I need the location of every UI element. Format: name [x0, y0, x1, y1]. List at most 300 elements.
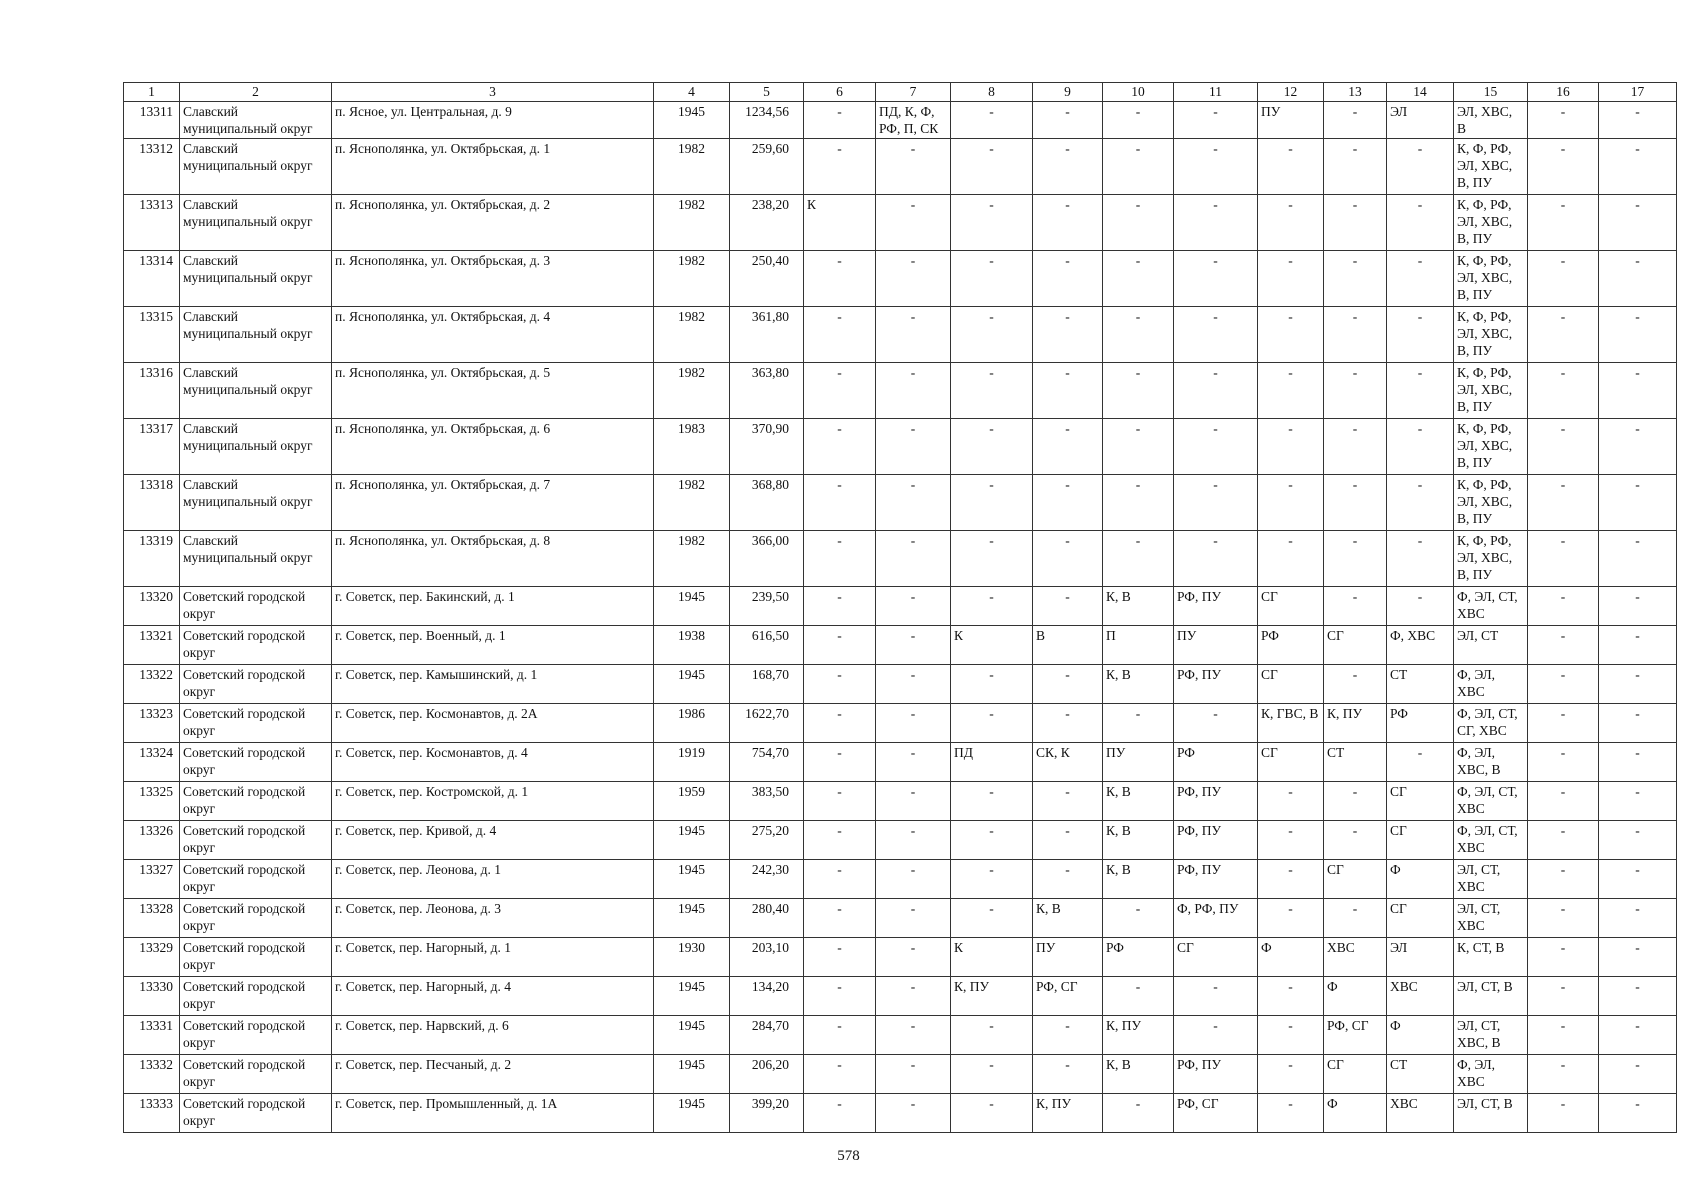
- col7-cell: -: [876, 195, 951, 251]
- row-number-cell: 13312: [124, 139, 180, 195]
- year-cell: 1982: [654, 531, 730, 587]
- year-cell: 1945: [654, 899, 730, 938]
- table-body: [124, 102, 1677, 1133]
- col16-cell: -: [1528, 587, 1599, 626]
- column-header-3: 3: [332, 83, 654, 102]
- col12-cell: -: [1258, 1016, 1324, 1055]
- col16-cell: -: [1528, 626, 1599, 665]
- col6-cell: -: [804, 251, 876, 307]
- municipality-cell: Советский городской округ: [180, 743, 332, 782]
- area-cell: 259,60: [730, 139, 804, 195]
- year-cell: 1945: [654, 665, 730, 704]
- col7-cell: -: [876, 704, 951, 743]
- col15-cell: ЭЛ, СТ, В: [1454, 1094, 1528, 1133]
- address-cell: г. Советск, пер. Военный, д. 1: [332, 626, 654, 665]
- address-cell: г. Советск, пер. Песчаный, д. 2: [332, 1055, 654, 1094]
- municipality-cell: Славский муниципальный округ: [180, 307, 332, 363]
- column-header-17: 17: [1599, 83, 1677, 102]
- col11-cell: СГ: [1174, 938, 1258, 977]
- year-cell: 1982: [654, 363, 730, 419]
- col15-cell: Ф, ЭЛ, ХВС: [1454, 665, 1528, 704]
- col17-cell: -: [1599, 102, 1677, 139]
- col10-cell: -: [1103, 1094, 1174, 1133]
- table-row: [124, 821, 1677, 860]
- col12-cell: -: [1258, 307, 1324, 363]
- col12-cell: -: [1258, 860, 1324, 899]
- col9-cell: В: [1033, 626, 1103, 665]
- col16-cell: -: [1528, 1094, 1599, 1133]
- col7-cell: -: [876, 531, 951, 587]
- col14-cell: СТ: [1387, 1055, 1454, 1094]
- area-cell: 363,80: [730, 363, 804, 419]
- col17-cell: -: [1599, 1094, 1677, 1133]
- col10-cell: К, В: [1103, 821, 1174, 860]
- col7-cell: ПД, К, Ф, РФ, П, СК: [876, 102, 951, 139]
- col7-cell: -: [876, 251, 951, 307]
- address-cell: п. Яснополянка, ул. Октябрьская, д. 4: [332, 307, 654, 363]
- area-cell: 168,70: [730, 665, 804, 704]
- year-cell: 1945: [654, 587, 730, 626]
- col14-cell: РФ: [1387, 704, 1454, 743]
- col14-cell: Ф: [1387, 860, 1454, 899]
- col17-cell: -: [1599, 1055, 1677, 1094]
- address-cell: г. Советск, пер. Леонова, д. 1: [332, 860, 654, 899]
- col15-cell: К, Ф, РФ, ЭЛ, ХВС, В, ПУ: [1454, 475, 1528, 531]
- col9-cell: -: [1033, 1016, 1103, 1055]
- year-cell: 1945: [654, 977, 730, 1016]
- col16-cell: -: [1528, 977, 1599, 1016]
- col9-cell: -: [1033, 531, 1103, 587]
- col6-cell: -: [804, 899, 876, 938]
- table-row: [124, 743, 1677, 782]
- page-number: 578: [837, 1148, 860, 1164]
- col12-cell: -: [1258, 782, 1324, 821]
- address-cell: г. Советск, пер. Нагорный, д. 4: [332, 977, 654, 1016]
- col14-cell: -: [1387, 475, 1454, 531]
- area-cell: 754,70: [730, 743, 804, 782]
- address-cell: п. Яснополянка, ул. Октябрьская, д. 8: [332, 531, 654, 587]
- row-number-cell: 13315: [124, 307, 180, 363]
- year-cell: 1982: [654, 139, 730, 195]
- area-cell: 206,20: [730, 1055, 804, 1094]
- col15-cell: ЭЛ, СТ, В: [1454, 977, 1528, 1016]
- row-number-cell: 13311: [124, 102, 180, 139]
- col9-cell: -: [1033, 307, 1103, 363]
- table-row: [124, 860, 1677, 899]
- col17-cell: -: [1599, 899, 1677, 938]
- table-row: [124, 475, 1677, 531]
- column-header-10: 10: [1103, 83, 1174, 102]
- column-header-2: 2: [180, 83, 332, 102]
- col6-cell: -: [804, 704, 876, 743]
- row-number-cell: 13331: [124, 1016, 180, 1055]
- col11-cell: Ф, РФ, ПУ: [1174, 899, 1258, 938]
- row-number-cell: 13333: [124, 1094, 180, 1133]
- column-header-9: 9: [1033, 83, 1103, 102]
- area-cell: 1234,56: [730, 102, 804, 139]
- col8-cell: -: [951, 363, 1033, 419]
- col12-cell: СГ: [1258, 587, 1324, 626]
- area-cell: 399,20: [730, 1094, 804, 1133]
- municipality-cell: Советский городской округ: [180, 977, 332, 1016]
- col8-cell: -: [951, 531, 1033, 587]
- col14-cell: -: [1387, 307, 1454, 363]
- col11-cell: РФ, СГ: [1174, 1094, 1258, 1133]
- col8-cell: -: [951, 704, 1033, 743]
- col10-cell: -: [1103, 704, 1174, 743]
- col15-cell: К, Ф, РФ, ЭЛ, ХВС, В, ПУ: [1454, 419, 1528, 475]
- table-row: [124, 307, 1677, 363]
- col8-cell: К, ПУ: [951, 977, 1033, 1016]
- col12-cell: -: [1258, 251, 1324, 307]
- table-row: [124, 1094, 1677, 1133]
- col14-cell: СГ: [1387, 821, 1454, 860]
- municipality-cell: Славский муниципальный округ: [180, 139, 332, 195]
- col12-cell: -: [1258, 1055, 1324, 1094]
- col9-cell: -: [1033, 419, 1103, 475]
- area-cell: 1622,70: [730, 704, 804, 743]
- col11-cell: РФ, ПУ: [1174, 860, 1258, 899]
- col9-cell: -: [1033, 821, 1103, 860]
- address-cell: п. Яснополянка, ул. Октябрьская, д. 2: [332, 195, 654, 251]
- col12-cell: Ф: [1258, 938, 1324, 977]
- col6-cell: -: [804, 743, 876, 782]
- col10-cell: -: [1103, 977, 1174, 1016]
- col9-cell: К, ПУ: [1033, 1094, 1103, 1133]
- col6-cell: -: [804, 860, 876, 899]
- col13-cell: -: [1324, 587, 1387, 626]
- address-cell: г. Советск, пер. Нагорный, д. 1: [332, 938, 654, 977]
- col7-cell: -: [876, 782, 951, 821]
- address-cell: п. Ясное, ул. Центральная, д. 9: [332, 102, 654, 139]
- table-row: [124, 704, 1677, 743]
- col7-cell: -: [876, 587, 951, 626]
- municipality-cell: Славский муниципальный округ: [180, 531, 332, 587]
- table-row: [124, 139, 1677, 195]
- municipality-cell: Советский городской округ: [180, 665, 332, 704]
- column-header-14: 14: [1387, 83, 1454, 102]
- year-cell: 1945: [654, 1055, 730, 1094]
- row-number-cell: 13313: [124, 195, 180, 251]
- col6-cell: -: [804, 626, 876, 665]
- col13-cell: -: [1324, 531, 1387, 587]
- col11-cell: -: [1174, 102, 1258, 139]
- municipality-cell: Советский городской округ: [180, 587, 332, 626]
- col17-cell: -: [1599, 363, 1677, 419]
- col17-cell: -: [1599, 977, 1677, 1016]
- col11-cell: ПУ: [1174, 626, 1258, 665]
- col12-cell: -: [1258, 475, 1324, 531]
- col15-cell: Ф, ЭЛ, СТ, СГ, ХВС: [1454, 704, 1528, 743]
- col15-cell: К, Ф, РФ, ЭЛ, ХВС, В, ПУ: [1454, 531, 1528, 587]
- col17-cell: -: [1599, 665, 1677, 704]
- col12-cell: -: [1258, 139, 1324, 195]
- col8-cell: К: [951, 938, 1033, 977]
- col6-cell: -: [804, 419, 876, 475]
- col7-cell: -: [876, 626, 951, 665]
- col9-cell: -: [1033, 251, 1103, 307]
- col11-cell: РФ, ПУ: [1174, 587, 1258, 626]
- col7-cell: -: [876, 419, 951, 475]
- col12-cell: -: [1258, 531, 1324, 587]
- year-cell: 1986: [654, 704, 730, 743]
- col13-cell: -: [1324, 665, 1387, 704]
- col10-cell: К, В: [1103, 782, 1174, 821]
- area-cell: 366,00: [730, 531, 804, 587]
- row-number-cell: 13316: [124, 363, 180, 419]
- col8-cell: -: [951, 587, 1033, 626]
- col8-cell: -: [951, 899, 1033, 938]
- col14-cell: ХВС: [1387, 1094, 1454, 1133]
- col12-cell: -: [1258, 977, 1324, 1016]
- col15-cell: ЭЛ, СТ, ХВС: [1454, 860, 1528, 899]
- col17-cell: -: [1599, 195, 1677, 251]
- col13-cell: СТ: [1324, 743, 1387, 782]
- col15-cell: К, Ф, РФ, ЭЛ, ХВС, В, ПУ: [1454, 363, 1528, 419]
- col16-cell: -: [1528, 1016, 1599, 1055]
- col15-cell: ЭЛ, СТ, ХВС, В: [1454, 1016, 1528, 1055]
- col9-cell: К, В: [1033, 899, 1103, 938]
- area-cell: 242,30: [730, 860, 804, 899]
- col16-cell: -: [1528, 139, 1599, 195]
- col16-cell: -: [1528, 743, 1599, 782]
- col12-cell: СГ: [1258, 743, 1324, 782]
- table-row: [124, 102, 1677, 139]
- col11-cell: РФ: [1174, 743, 1258, 782]
- row-number-cell: 13325: [124, 782, 180, 821]
- row-number-cell: 13321: [124, 626, 180, 665]
- col13-cell: -: [1324, 899, 1387, 938]
- area-cell: 275,20: [730, 821, 804, 860]
- municipality-cell: Славский муниципальный округ: [180, 102, 332, 139]
- col17-cell: -: [1599, 860, 1677, 899]
- column-header-6: 6: [804, 83, 876, 102]
- col7-cell: -: [876, 1094, 951, 1133]
- table-row: [124, 1055, 1677, 1094]
- table-row: [124, 665, 1677, 704]
- address-cell: п. Яснополянка, ул. Октябрьская, д. 7: [332, 475, 654, 531]
- col15-cell: К, СТ, В: [1454, 938, 1528, 977]
- col12-cell: ПУ: [1258, 102, 1324, 139]
- col13-cell: СГ: [1324, 626, 1387, 665]
- row-number-cell: 13324: [124, 743, 180, 782]
- col11-cell: -: [1174, 1016, 1258, 1055]
- col13-cell: -: [1324, 195, 1387, 251]
- table-row: [124, 251, 1677, 307]
- col11-cell: -: [1174, 251, 1258, 307]
- col9-cell: -: [1033, 782, 1103, 821]
- col6-cell: -: [804, 1016, 876, 1055]
- municipality-cell: Славский муниципальный округ: [180, 195, 332, 251]
- municipality-cell: Советский городской округ: [180, 821, 332, 860]
- col13-cell: -: [1324, 475, 1387, 531]
- col6-cell: -: [804, 1094, 876, 1133]
- year-cell: 1982: [654, 251, 730, 307]
- area-cell: 284,70: [730, 1016, 804, 1055]
- col11-cell: -: [1174, 307, 1258, 363]
- column-header-11: 11: [1174, 83, 1258, 102]
- col8-cell: -: [951, 251, 1033, 307]
- col16-cell: -: [1528, 938, 1599, 977]
- address-cell: г. Советск, пер. Космонавтов, д. 2А: [332, 704, 654, 743]
- col17-cell: -: [1599, 307, 1677, 363]
- year-cell: 1945: [654, 1016, 730, 1055]
- col13-cell: СГ: [1324, 1055, 1387, 1094]
- col8-cell: -: [951, 782, 1033, 821]
- municipality-cell: Советский городской округ: [180, 626, 332, 665]
- col17-cell: -: [1599, 587, 1677, 626]
- column-header-16: 16: [1528, 83, 1599, 102]
- col10-cell: -: [1103, 531, 1174, 587]
- col15-cell: Ф, ЭЛ, ХВС, В: [1454, 743, 1528, 782]
- table-row: [124, 195, 1677, 251]
- registry-table: [123, 82, 1677, 1133]
- col6-cell: -: [804, 363, 876, 419]
- col14-cell: -: [1387, 743, 1454, 782]
- col17-cell: -: [1599, 1016, 1677, 1055]
- col10-cell: -: [1103, 475, 1174, 531]
- col10-cell: К, ПУ: [1103, 1016, 1174, 1055]
- col11-cell: РФ, ПУ: [1174, 782, 1258, 821]
- col10-cell: К, В: [1103, 860, 1174, 899]
- year-cell: 1945: [654, 102, 730, 139]
- area-cell: 280,40: [730, 899, 804, 938]
- col13-cell: СГ: [1324, 860, 1387, 899]
- col8-cell: -: [951, 821, 1033, 860]
- col7-cell: -: [876, 475, 951, 531]
- year-cell: 1959: [654, 782, 730, 821]
- col6-cell: -: [804, 587, 876, 626]
- col10-cell: -: [1103, 195, 1174, 251]
- column-header-12: 12: [1258, 83, 1324, 102]
- col8-cell: -: [951, 195, 1033, 251]
- col16-cell: -: [1528, 899, 1599, 938]
- col7-cell: -: [876, 1055, 951, 1094]
- col14-cell: -: [1387, 587, 1454, 626]
- address-cell: г. Советск, пер. Промышленный, д. 1А: [332, 1094, 654, 1133]
- col7-cell: -: [876, 743, 951, 782]
- col8-cell: К: [951, 626, 1033, 665]
- col17-cell: -: [1599, 743, 1677, 782]
- col17-cell: -: [1599, 475, 1677, 531]
- col12-cell: -: [1258, 195, 1324, 251]
- year-cell: 1945: [654, 860, 730, 899]
- col7-cell: -: [876, 860, 951, 899]
- col6-cell: -: [804, 139, 876, 195]
- row-number-cell: 13329: [124, 938, 180, 977]
- col17-cell: -: [1599, 782, 1677, 821]
- col15-cell: ЭЛ, СТ, ХВС: [1454, 899, 1528, 938]
- col14-cell: Ф, ХВС: [1387, 626, 1454, 665]
- col7-cell: -: [876, 363, 951, 419]
- row-number-cell: 13319: [124, 531, 180, 587]
- column-header-7: 7: [876, 83, 951, 102]
- col11-cell: -: [1174, 419, 1258, 475]
- row-number-cell: 13330: [124, 977, 180, 1016]
- col15-cell: Ф, ЭЛ, СТ, ХВС: [1454, 782, 1528, 821]
- address-cell: г. Советск, пер. Кривой, д. 4: [332, 821, 654, 860]
- municipality-cell: Советский городской округ: [180, 704, 332, 743]
- area-cell: 203,10: [730, 938, 804, 977]
- row-number-cell: 13322: [124, 665, 180, 704]
- column-header-4: 4: [654, 83, 730, 102]
- col11-cell: -: [1174, 363, 1258, 419]
- col6-cell: -: [804, 1055, 876, 1094]
- col7-cell: -: [876, 821, 951, 860]
- col16-cell: -: [1528, 195, 1599, 251]
- col6-cell: -: [804, 102, 876, 139]
- col9-cell: ПУ: [1033, 938, 1103, 977]
- table-row: [124, 1016, 1677, 1055]
- col12-cell: -: [1258, 821, 1324, 860]
- col15-cell: Ф, ЭЛ, ХВС: [1454, 1055, 1528, 1094]
- col17-cell: -: [1599, 821, 1677, 860]
- col16-cell: -: [1528, 1055, 1599, 1094]
- col12-cell: СГ: [1258, 665, 1324, 704]
- col8-cell: -: [951, 1016, 1033, 1055]
- col10-cell: П: [1103, 626, 1174, 665]
- row-number-cell: 13323: [124, 704, 180, 743]
- col17-cell: -: [1599, 626, 1677, 665]
- column-header-8: 8: [951, 83, 1033, 102]
- col11-cell: -: [1174, 704, 1258, 743]
- col7-cell: -: [876, 307, 951, 363]
- col16-cell: -: [1528, 782, 1599, 821]
- column-number-row: [124, 83, 1677, 102]
- address-cell: п. Яснополянка, ул. Октябрьская, д. 3: [332, 251, 654, 307]
- column-header-13: 13: [1324, 83, 1387, 102]
- col16-cell: -: [1528, 419, 1599, 475]
- col15-cell: К, Ф, РФ, ЭЛ, ХВС, В, ПУ: [1454, 139, 1528, 195]
- col14-cell: -: [1387, 363, 1454, 419]
- col13-cell: Ф: [1324, 977, 1387, 1016]
- col6-cell: -: [804, 977, 876, 1016]
- col8-cell: ПД: [951, 743, 1033, 782]
- col11-cell: -: [1174, 531, 1258, 587]
- col9-cell: -: [1033, 139, 1103, 195]
- row-number-cell: 13314: [124, 251, 180, 307]
- col14-cell: -: [1387, 251, 1454, 307]
- col16-cell: -: [1528, 307, 1599, 363]
- row-number-cell: 13317: [124, 419, 180, 475]
- col15-cell: ЭЛ, ХВС, В: [1454, 102, 1528, 139]
- area-cell: 383,50: [730, 782, 804, 821]
- col17-cell: -: [1599, 938, 1677, 977]
- year-cell: 1919: [654, 743, 730, 782]
- col11-cell: -: [1174, 977, 1258, 1016]
- col7-cell: -: [876, 899, 951, 938]
- col14-cell: -: [1387, 139, 1454, 195]
- year-cell: 1982: [654, 307, 730, 363]
- municipality-cell: Советский городской округ: [180, 782, 332, 821]
- col10-cell: ПУ: [1103, 743, 1174, 782]
- year-cell: 1983: [654, 419, 730, 475]
- municipality-cell: Советский городской округ: [180, 1094, 332, 1133]
- year-cell: 1982: [654, 195, 730, 251]
- col9-cell: СК, К: [1033, 743, 1103, 782]
- col6-cell: -: [804, 307, 876, 363]
- col11-cell: -: [1174, 139, 1258, 195]
- col7-cell: -: [876, 139, 951, 195]
- col16-cell: -: [1528, 704, 1599, 743]
- address-cell: г. Советск, пер. Нарвский, д. 6: [332, 1016, 654, 1055]
- col9-cell: -: [1033, 475, 1103, 531]
- table-row: [124, 899, 1677, 938]
- col8-cell: -: [951, 1055, 1033, 1094]
- row-number-cell: 13327: [124, 860, 180, 899]
- col10-cell: К, В: [1103, 587, 1174, 626]
- municipality-cell: Славский муниципальный округ: [180, 251, 332, 307]
